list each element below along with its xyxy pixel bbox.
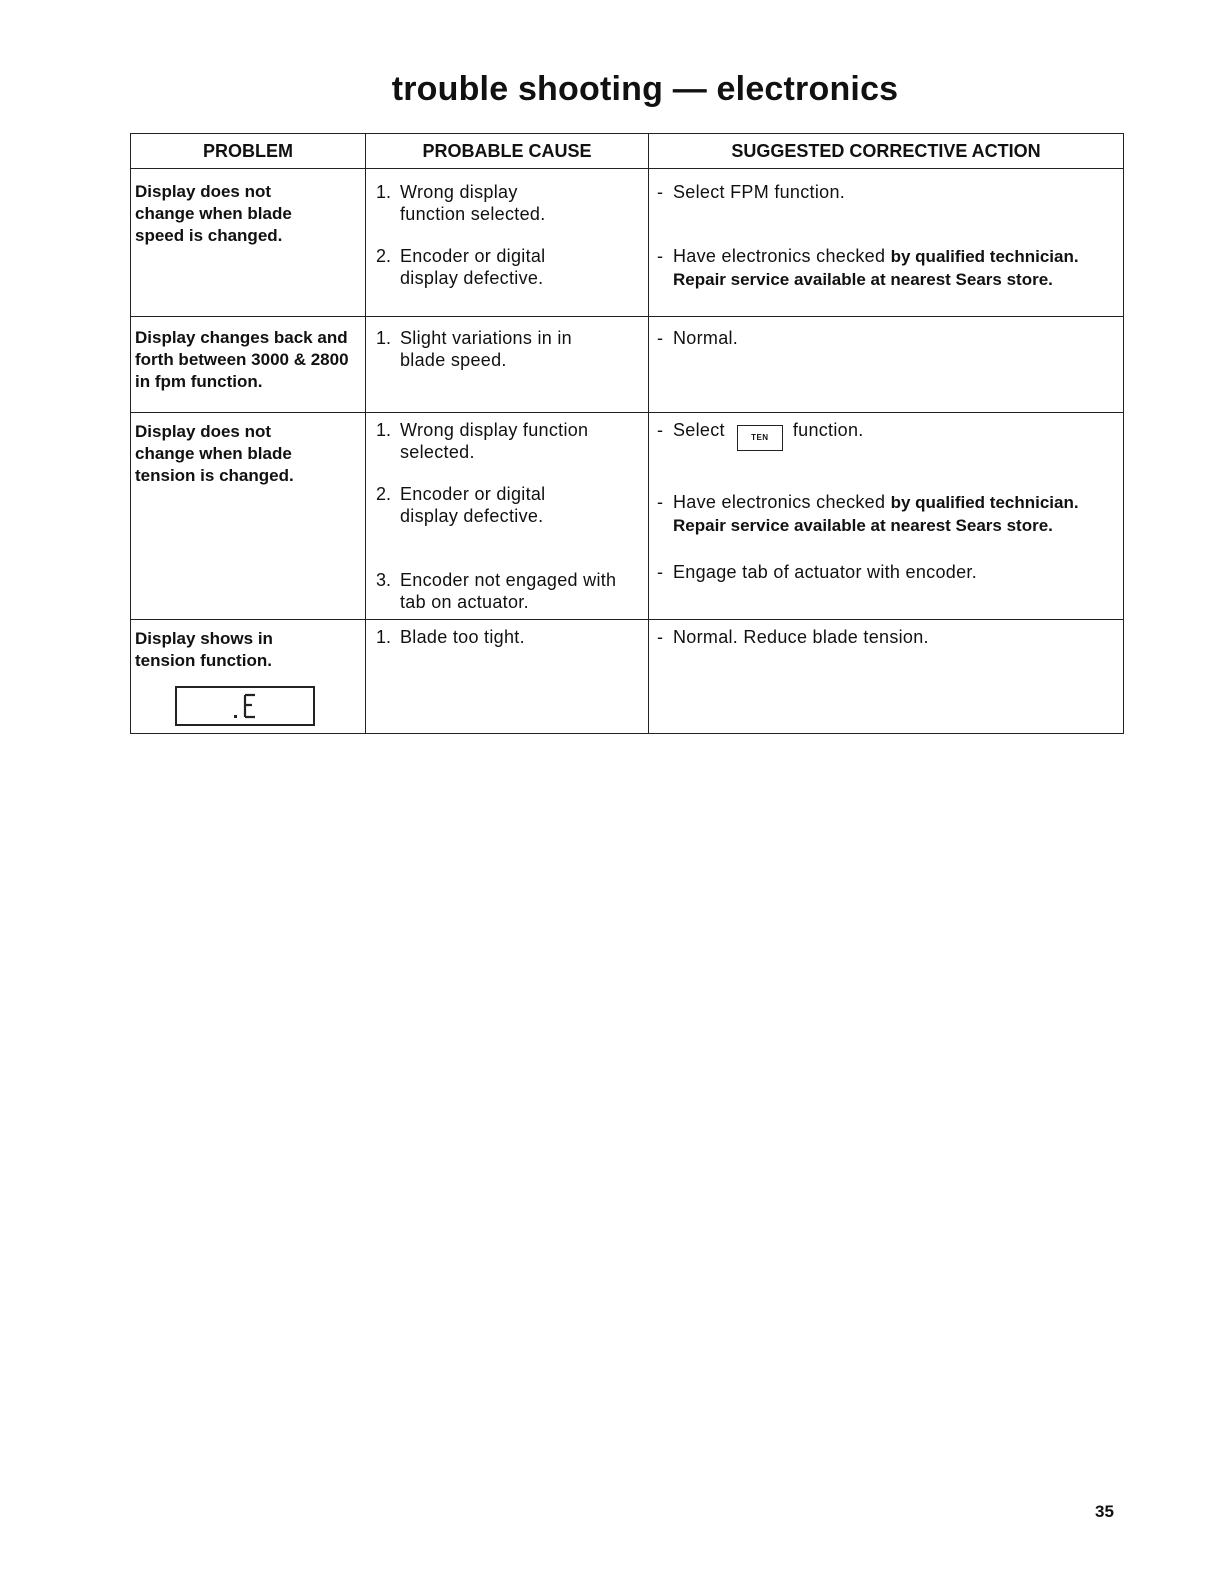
- action-dash: -: [657, 562, 663, 582]
- header-probable-cause: PROBABLE CAUSE: [366, 134, 649, 169]
- action-text: [673, 245, 1119, 291]
- action-text-regular: Have electronics checked: [673, 246, 891, 266]
- action-text: Normal.: [673, 328, 739, 348]
- action-item: [653, 327, 1119, 349]
- cause-number: 1.: [376, 182, 392, 202]
- cause-number: 1.: [376, 328, 392, 348]
- action-text: Select FPM function.: [673, 182, 846, 202]
- action-text-bold: by qualified technician. Repair service available at nearest Sears store.: [673, 247, 1079, 289]
- action-item: [653, 561, 1119, 583]
- action-item: [653, 181, 1119, 203]
- action-dash: -: [657, 492, 663, 512]
- action-dash: -: [657, 627, 663, 647]
- table-row: [131, 413, 1124, 620]
- problem-cell: [131, 413, 366, 620]
- lcd-display-icon: [175, 686, 315, 726]
- action-dash: -: [657, 328, 663, 348]
- problem-cell: [131, 317, 366, 413]
- problem-text: Display does not change when blade speed is changed.: [135, 182, 292, 245]
- ten-key-icon: TEN: [737, 425, 783, 451]
- problem-text: Display does not change when blade tension is changed.: [135, 422, 294, 485]
- action-item: [653, 419, 1119, 451]
- cause-text: Encoder not engaged with tab on actuator.: [400, 570, 617, 612]
- cause-number: 1.: [376, 627, 392, 647]
- action-text-select: Select: [673, 420, 725, 440]
- action-text-regular: Have electronics checked: [673, 492, 891, 512]
- cause-text: Encoder or digital display defective.: [400, 246, 546, 288]
- cause-item: [370, 181, 644, 225]
- cause-cell: [366, 620, 649, 734]
- action-text: Engage tab of actuator with encoder.: [673, 562, 978, 582]
- cause-item: [370, 245, 644, 289]
- cause-cell: [366, 317, 649, 413]
- cause-item: [370, 483, 644, 527]
- action-text: [673, 419, 1119, 451]
- table-header-row: [131, 134, 1124, 169]
- problem-cell: [131, 620, 366, 734]
- action-dash: -: [657, 246, 663, 266]
- page-title: trouble shooting — electronics: [391, 70, 899, 108]
- cause-number: 3.: [376, 570, 392, 590]
- cause-number: 1.: [376, 420, 392, 440]
- cause-text: Encoder or digital display defective.: [400, 484, 546, 526]
- cause-cell: [366, 413, 649, 620]
- cause-item: [370, 569, 644, 613]
- action-dash: -: [657, 182, 663, 202]
- lcd-e-glyph-icon: [233, 692, 259, 720]
- action-cell: [649, 413, 1124, 620]
- action-text: [673, 491, 1119, 537]
- header-corrective-action: SUGGESTED CORRECTIVE ACTION: [649, 134, 1124, 169]
- action-dash: -: [657, 420, 663, 440]
- cause-text: Wrong display function selected.: [400, 182, 546, 224]
- action-cell: [649, 620, 1124, 734]
- table-row: [131, 620, 1124, 734]
- page-number: 35: [1095, 1502, 1114, 1521]
- action-cell: [649, 169, 1124, 317]
- cause-number: 2.: [376, 246, 392, 266]
- header-problem: PROBLEM: [131, 134, 366, 169]
- problem-text: Display shows in tension function.: [135, 629, 273, 670]
- action-cell: [649, 317, 1124, 413]
- cause-item: [370, 419, 644, 463]
- troubleshooting-table: [130, 133, 1124, 734]
- action-item: [653, 491, 1119, 537]
- action-text: Normal. Reduce blade tension.: [673, 627, 929, 647]
- table-row: [131, 317, 1124, 413]
- problem-text: Display changes back and forth between 3000 & 2800 in fpm function.: [135, 328, 349, 391]
- cause-number: 2.: [376, 484, 392, 504]
- cause-text: Wrong display function selected.: [400, 420, 589, 462]
- cause-cell: [366, 169, 649, 317]
- cause-item: [370, 626, 644, 648]
- cause-item: [370, 327, 644, 371]
- action-item: [653, 626, 1119, 648]
- table-row: [131, 169, 1124, 317]
- cause-text: Slight variations in in blade speed.: [400, 328, 572, 370]
- cause-text: Blade too tight.: [400, 627, 525, 647]
- action-text-function: function.: [792, 420, 864, 440]
- action-text-bold: by qualified technician. Repair service available at nearest Sears store.: [673, 493, 1079, 535]
- action-item: [653, 245, 1119, 291]
- problem-cell: [131, 169, 366, 317]
